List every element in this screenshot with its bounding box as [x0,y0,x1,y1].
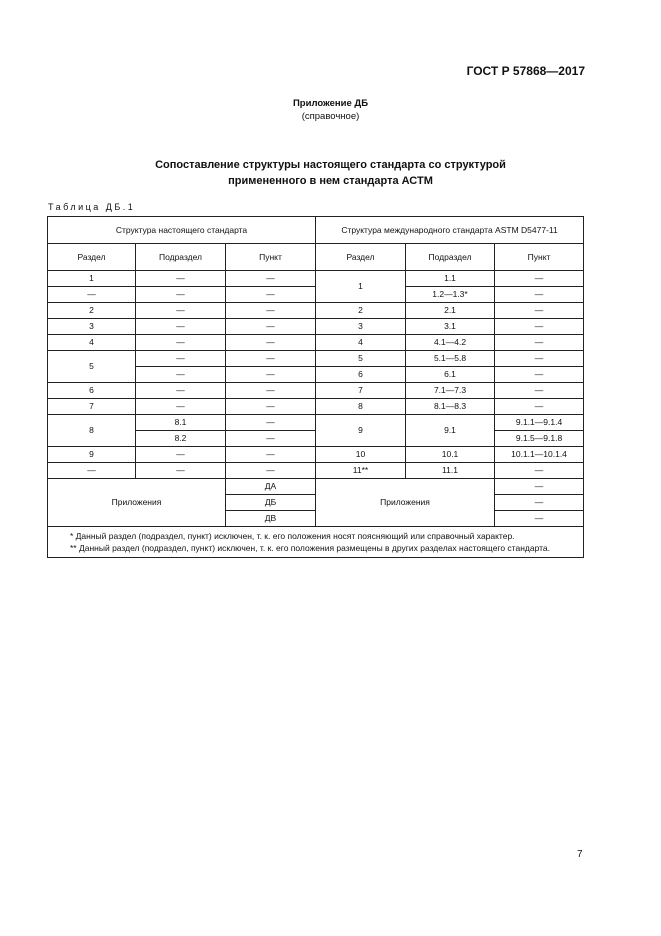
table-cell: 3 [48,319,136,335]
table-cell: — [136,319,226,335]
table-cell: — [226,447,316,463]
table-cell: 1.1 [406,271,495,287]
table-cell: 9 [48,447,136,463]
table-cell: 10.1 [406,447,495,463]
table-cell: 9.1.5—9.1.8 [495,431,584,447]
table-cell: — [495,399,584,415]
table-cell: — [48,463,136,479]
comparison-table [47,216,584,558]
table-cell: — [495,303,584,319]
table-cell: 1 [48,271,136,287]
table-cell: — [136,303,226,319]
table-cell: — [136,367,226,383]
table-cell: — [495,511,584,527]
table-cell: — [136,351,226,367]
page-title [0,157,661,189]
table-cell: 9.1 [406,415,495,447]
table-cell: 10 [316,447,406,463]
table-row [48,383,584,399]
table-notes-row [48,527,584,558]
table-cell: ДБ [226,495,316,511]
table-note-2: ** Данный раздел (подраздел, пункт) исключен, т. к. его положения размещены в других разделах настоящего стандарта. [70,543,551,553]
table-cell: — [136,271,226,287]
table-cell: — [136,287,226,303]
table-cell: — [226,367,316,383]
table-cell: — [136,335,226,351]
column-header: Раздел [316,244,406,271]
group-header-left: Структура настоящего стандарта [48,217,316,244]
table-cell: 6 [316,367,406,383]
table-cell: 3 [316,319,406,335]
appendix-subtitle: (справочное) [301,111,360,122]
table-cell: — [136,383,226,399]
table-notes [48,527,584,558]
table-cell: 6 [48,383,136,399]
table-cell: Приложения [316,479,495,527]
table-cell: 8 [48,415,136,447]
table-cell: — [226,271,316,287]
document-code: ГОСТ Р 57868—2017 [466,64,585,78]
table-cell: — [495,383,584,399]
table-cell: — [48,287,136,303]
table-cell: — [136,447,226,463]
table-cell: — [226,399,316,415]
table-group-header-row [48,217,584,244]
table-cell: — [136,399,226,415]
column-header: Раздел [48,244,136,271]
page-title-line-1: Сопоставление структуры настоящего стандарта со структурой [155,159,506,171]
table-cell: 11.1 [406,463,495,479]
table-cell: 11** [316,463,406,479]
table-cell: 1.2—1.3* [406,287,495,303]
table-cell: 2 [316,303,406,319]
table-cell: 2.1 [406,303,495,319]
table-cell: 7 [48,399,136,415]
table-cell: — [226,415,316,431]
table-cell: 4 [48,335,136,351]
page-title-line-2: примененного в нем стандарта АСТМ [228,175,433,187]
column-header: Подраздел [406,244,495,271]
table-cell: — [495,495,584,511]
table-cell: 8.1—8.3 [406,399,495,415]
table-cell: 5 [316,351,406,367]
table-row [48,447,584,463]
table-cell: Приложения [48,479,226,527]
table-cell: 8.1 [136,415,226,431]
table-cell: 2 [48,303,136,319]
table-cell: 9.1.1—9.1.4 [495,415,584,431]
table-label: Таблица ДБ.1 [48,202,136,212]
table-cell: — [495,335,584,351]
table-cell: — [136,463,226,479]
group-header-right: Структура международного стандарта ASTM D5477-11 [316,217,584,244]
table-cell: 1 [316,271,406,303]
table-row [48,319,584,335]
table-cell: 9 [316,415,406,447]
table-cell: 6.1 [406,367,495,383]
table-cell: — [495,287,584,303]
table-cell: 4.1—4.2 [406,335,495,351]
table-cell: — [495,271,584,287]
table-cell: — [495,479,584,495]
table-cell: — [495,351,584,367]
table-cell: 3.1 [406,319,495,335]
table-cell: 5 [48,351,136,383]
table-cell: — [226,383,316,399]
table-note-1: * Данный раздел (подраздел, пункт) исключен, т. к. его положения носят поясняющий или справочный характер. [70,531,515,541]
table-cell: ДВ [226,511,316,527]
table-row [48,415,584,431]
table-cell: 8 [316,399,406,415]
table-cell: — [495,367,584,383]
table-cell: — [226,335,316,351]
table-cell: 4 [316,335,406,351]
table-cell: — [226,303,316,319]
column-header: Подраздел [136,244,226,271]
table-cell: 8.2 [136,431,226,447]
table-column-header-row [48,244,584,271]
column-header: Пункт [495,244,584,271]
table-cell: 7 [316,383,406,399]
table-cell: — [226,431,316,447]
column-header: Пункт [226,244,316,271]
table-cell: 10.1.1—10.1.4 [495,447,584,463]
table-cell: 7.1—7.3 [406,383,495,399]
table-row [48,479,584,495]
table-cell: — [226,351,316,367]
table-cell: 5.1—5.8 [406,351,495,367]
table-row [48,463,584,479]
table-cell: — [226,319,316,335]
table-cell: ДА [226,479,316,495]
table-row [48,399,584,415]
page-number: 7 [577,849,583,860]
table-row [48,351,584,367]
table-row [48,271,584,287]
table-cell: — [495,319,584,335]
table-row [48,303,584,319]
table-row [48,335,584,351]
appendix-title: Приложение ДБ [292,98,369,109]
table-cell: — [226,463,316,479]
table-cell: — [495,463,584,479]
table-cell: — [226,287,316,303]
